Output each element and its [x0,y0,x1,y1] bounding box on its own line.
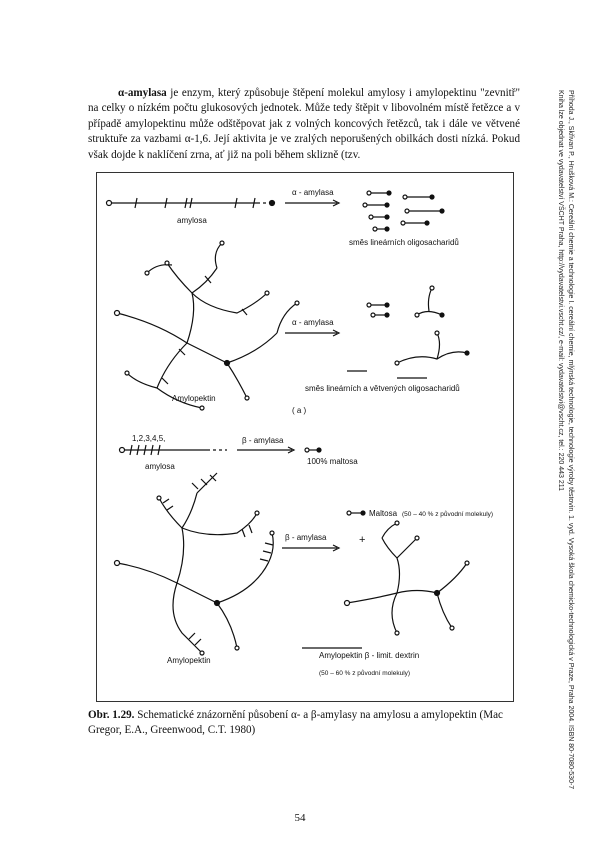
amylopektin-tree-1 [115,241,300,410]
page-number: 54 [294,812,306,824]
label-beta-amylasa-1: β - amylasa [242,436,284,445]
citation-line-1: Příhoda J., Skřivan P., Hrušková M.: Cereální chemie a technologie I. cereální chemie, mlýnská technologie, technologie výroby těstovin. 1. vyd. Vysoká škola chemicko-technologická v Praze, Praha 2004. ISBN 80-7080-530-7 [567,90,574,790]
label-panel-a: ( a ) [292,406,307,415]
label-beta-amylasa-2: β - amylasa [285,533,327,542]
paragraph-text: je enzym, který způsobuje štěpení molekul amylosy i amylopektinu "zevnitř" na celky o nízkém počtu glukosových jednotek. Může tedy štěpit v libovolném místě řetězce a v případě amylopektinu může odštěpovat jak z volných koncových řetězců, tak i dále ve větvené struktuře za vazbami α-1,6. Její aktivita je ve zralých neporušených obilkách dosti nízká. Pokud však dojde k naklíčení zrna, ať již na poli během sklizně (tzv. [88,87,520,161]
label-amylosa-1: amylosa [177,216,207,225]
figure-drawing [97,173,513,701]
label-amylopektin-1: Amylopektin [172,394,216,403]
label-maltosa-pct: (50 – 40 % z původní molekuly) [402,511,494,518]
body-paragraph [88,86,520,163]
branched-oligos [347,286,469,378]
label-amylosa-2: amylosa [145,462,175,471]
label-maltosa: Maltosa [369,509,398,518]
label-mix-linear: směs lineárních oligosacharidů [349,238,459,247]
caption-label: Obr. 1.29. [88,709,135,721]
label-alpha-amylasa-1: α - amylasa [292,188,334,197]
figure-amylase-schematic [96,172,514,702]
caption-text: Schematické znázornění působení α- a β-amylasy na amylosu a amylopektin (Mac Gregor, E.A., Greenwood, C.T. 1980) [88,709,503,736]
label-limit-dextrin: Amylopektin β - limit. dextrin [319,651,420,660]
label-numbers: 1,2,3,4,5, [132,434,166,443]
label-alpha-amylasa-2: α - amylasa [292,318,334,327]
figure-caption [88,708,520,738]
label-plus: + [359,534,366,546]
amylopektin-tree-2 [115,473,275,655]
label-limit-pct: (50 – 60 % z původní molekuly) [319,670,411,677]
citation-line-2: Kniha lze objednat ve vydavatelství VŠCHT Praha, http://vydavatelstvi.vscht.cz/, e-mail: vydavatelstvi@vscht.cz, tel.: 220 443 211 [557,90,565,491]
linear-oligos-1 [363,191,444,231]
label-amylopektin-2: Amylopektin [167,656,211,665]
side-citation [556,90,575,850]
term-alpha-amylasa: α-amylasa [118,87,167,99]
label-mix-linear-branched: směs lineárních a větvených oligosacharidů [305,384,460,393]
label-maltosa-100: 100% maltosa [307,457,358,466]
